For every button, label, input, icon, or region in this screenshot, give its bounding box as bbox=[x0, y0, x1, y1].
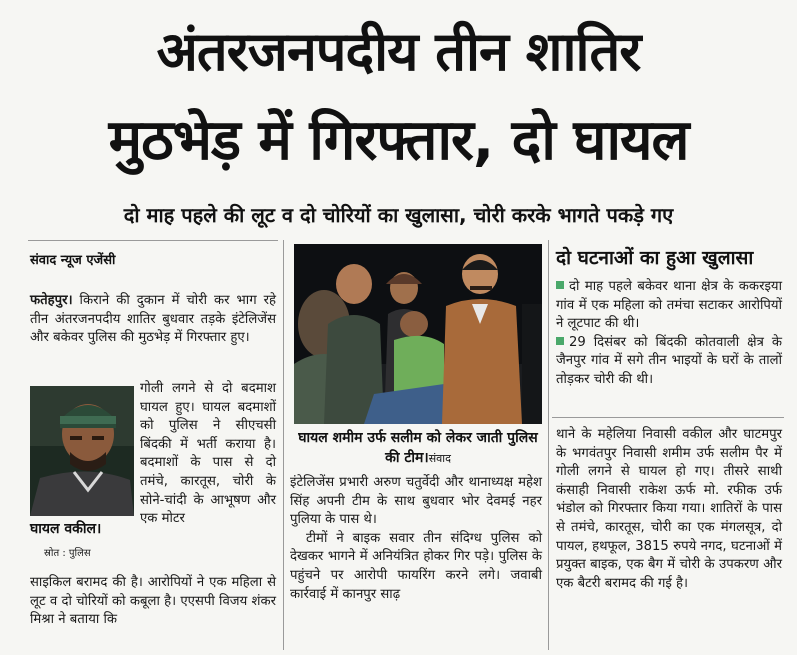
left-column-wrap-text bbox=[140, 380, 276, 529]
box-bottom-rule bbox=[552, 417, 784, 418]
middle-column bbox=[290, 474, 542, 604]
incidents-box-list bbox=[556, 278, 782, 390]
incidents-box-title: दो घटनाओं का हुआ खुलासा bbox=[556, 247, 754, 269]
injured-photo-caption: घायल वकील। bbox=[30, 521, 102, 537]
bottom-paragraph: साइकिल बरामद की है। आरोपियों ने एक महिला से लूट व दो चोरियों को कबूला है। एएसपी विजय शंकर मिश्रा ने बताया कि bbox=[30, 575, 276, 628]
bullet-square-icon bbox=[556, 281, 564, 289]
wrap-paragraph: गोली लगने से दो बदमाश घायल हुए। घायल बदमाशों को पुलिस ने सीएचसी बिंदकी में भर्ती कराया है। बदमाशों के पास से दो तमंचे, कारतूस, चोरी के सोने-चांदी के आभूषण और एक मोटर bbox=[140, 381, 276, 527]
police-caption-credit: संवाद bbox=[428, 452, 451, 465]
dateline: फतेहपुर। bbox=[30, 293, 73, 308]
headline-line-2: मुठभेड़ में गिरफ्तार, दो घायल bbox=[108, 108, 689, 173]
police-caption-text: घायल शमीम उर्फ सलीम को लेकर जाती पुलिस की टीम। bbox=[298, 430, 538, 466]
bullet-square-icon bbox=[556, 337, 564, 345]
incident-item-1 bbox=[556, 278, 782, 334]
left-column-bottom bbox=[30, 574, 276, 630]
column-rule-1 bbox=[283, 240, 284, 650]
column-rule-2 bbox=[548, 240, 549, 650]
agency-credit: संवाद न्यूज एजेंसी bbox=[30, 253, 116, 268]
right-column bbox=[556, 426, 782, 593]
left-column-intro bbox=[30, 292, 276, 348]
incident-item-2-text: 29 दिसंबर को बिंदकी कोतवाली क्षेत्र के जैनपुर गांव में सगे तीन भाइयों के घरों के तालों तोड़कर चोरी की थी। bbox=[556, 334, 782, 387]
police-photo-caption bbox=[294, 428, 542, 469]
intro-text: किराने की दुकान में चोरी कर भाग रहे तीन अंतरजनपदीय शातिर बुधवार तड़के इंटेलिजेंस और बकेवर पुलिस की मुठभेड़ में गिरफ्तार हुए। bbox=[30, 293, 276, 346]
headline-line-1: अंतरजनपदीय तीन शातिर bbox=[156, 20, 641, 83]
injured-person-photo bbox=[30, 386, 134, 516]
agency-rule bbox=[28, 240, 278, 241]
middle-para-1: इंटेलिजेंस प्रभारी अरुण चतुर्वेदी और थानाध्यक्ष महेश सिंह अपनी टीम के साथ बुधवार भोर देवमई नहर पुलिया के पास थे। bbox=[290, 475, 542, 528]
right-para-1: थाने के महेलिया निवासी वकील और घाटमपुर के भगवंतपुर निवासी शमीम उर्फ सलीम पैर में गोली लगने से घायल हो गए। तीसरे साथी कंसाही निवासी राकेश ऊर्फ मो. रफीक उर्फ भंडोल को गिरफ्तार किया गया। शातिरों के पास से तमंचे, कारतूस, चोरी का एक मंगलसूत्र, दो पायल, हथफूल, 3815 रुपये नगद, घटनाओं में प्रयुक्त बाइक, एक बैग में चोरी के उपकरण और एक बैटरी बरामद की गई है। bbox=[556, 427, 782, 591]
sub-headline: दो माह पहले की लूट व दो चोरियों का खुलासा, चोरी करके भागते पकड़े गए bbox=[123, 203, 674, 227]
police-team-photo bbox=[294, 244, 542, 424]
middle-para-2: टीमों ने बाइक सवार तीन संदिग्ध पुलिस को देखकर भागने में अनियंत्रित होकर गिर पड़े। पुलिस के पहुंचने पर आरोपी फायरिंग करने लगे। जवाबी कार्रवाई में कानपुर साढ़ bbox=[290, 530, 542, 602]
incident-item-1-text: दो माह पहले बकेवर थाना क्षेत्र के ककरइया गांव में एक महिला को तमंचा सटाकर आरोपियों ने लूटपाट की थी। bbox=[556, 279, 782, 332]
injured-photo-source: स्रोत : पुलिस bbox=[44, 548, 91, 559]
incident-item-2 bbox=[556, 334, 782, 390]
